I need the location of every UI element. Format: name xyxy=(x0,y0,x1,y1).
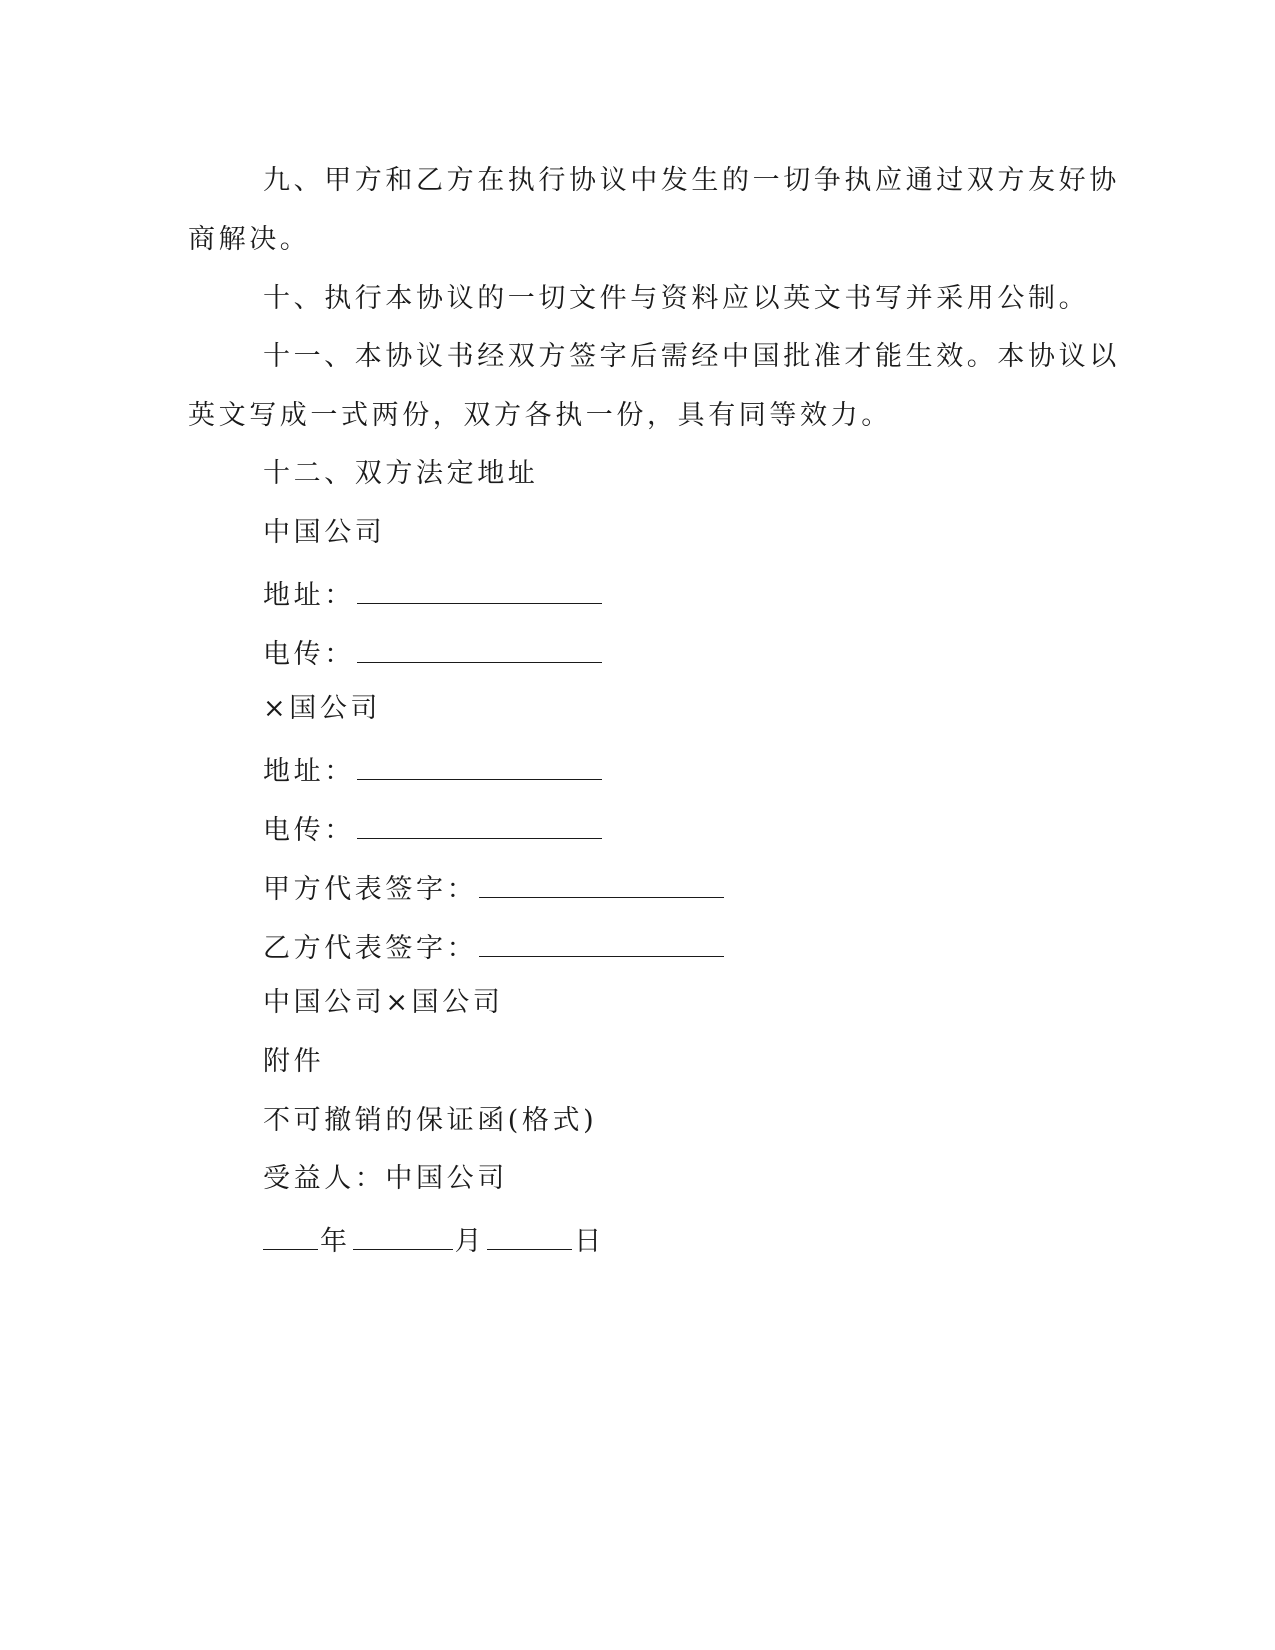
sign-b-blank xyxy=(479,926,724,957)
attachment-heading: 附件 xyxy=(263,1046,325,1077)
party-a-telex-label: 电传： xyxy=(263,639,355,670)
clause-10: 十、执行本协议的一切文件与资料应以英文书写并采用公制。 xyxy=(263,283,1090,314)
party-b-address-label: 地址： xyxy=(263,756,355,787)
party-b-address-row xyxy=(263,749,1143,791)
sign-b-label: 乙方代表签字： xyxy=(263,933,478,964)
clause-11-line-2: 英文写成一式两份，双方各执一份，具有同等效力。 xyxy=(188,400,892,431)
party-b-address-blank xyxy=(357,749,602,780)
party-a-address-label: 地址： xyxy=(263,580,355,611)
party-b-telex-label: 电传： xyxy=(263,815,355,846)
attachment-title: 不可撤销的保证函(格式) xyxy=(263,1105,598,1136)
day-blank xyxy=(487,1219,572,1250)
day-label: 日 xyxy=(574,1226,605,1257)
party-b-name: ×国公司 xyxy=(263,693,382,724)
party-a-telex-blank xyxy=(357,632,602,663)
month-blank xyxy=(353,1219,453,1250)
sign-a-row xyxy=(263,867,1143,909)
sign-b-row xyxy=(263,926,1143,968)
month-label: 月 xyxy=(454,1226,486,1257)
sign-a-label: 甲方代表签字： xyxy=(263,874,478,905)
party-b-telex-blank xyxy=(357,808,602,839)
party-a-address-blank xyxy=(357,573,602,604)
year-blank xyxy=(263,1219,318,1250)
party-a-name: 中国公司 xyxy=(263,517,386,548)
party-b-telex-row xyxy=(263,808,1143,850)
clause-9-line-2: 商解决。 xyxy=(188,224,311,255)
date-row xyxy=(263,1219,1143,1261)
sign-a-blank xyxy=(479,867,724,898)
beneficiary-line: 受益人：中国公司 xyxy=(263,1163,508,1194)
companies-line: 中国公司×国公司 xyxy=(263,987,504,1018)
clause-9-line-1: 九、甲方和乙方在执行协议中发生的一切争执应通过双方友好协 xyxy=(263,165,1120,196)
clause-11-line-1: 十一、本协议书经双方签字后需经中国批准才能生效。本协议以 xyxy=(263,341,1120,372)
clause-12-heading: 十二、双方法定地址 xyxy=(263,458,539,489)
party-a-address-row xyxy=(263,573,1143,615)
year-label: 年 xyxy=(320,1226,351,1257)
party-a-telex-row xyxy=(263,632,1143,674)
